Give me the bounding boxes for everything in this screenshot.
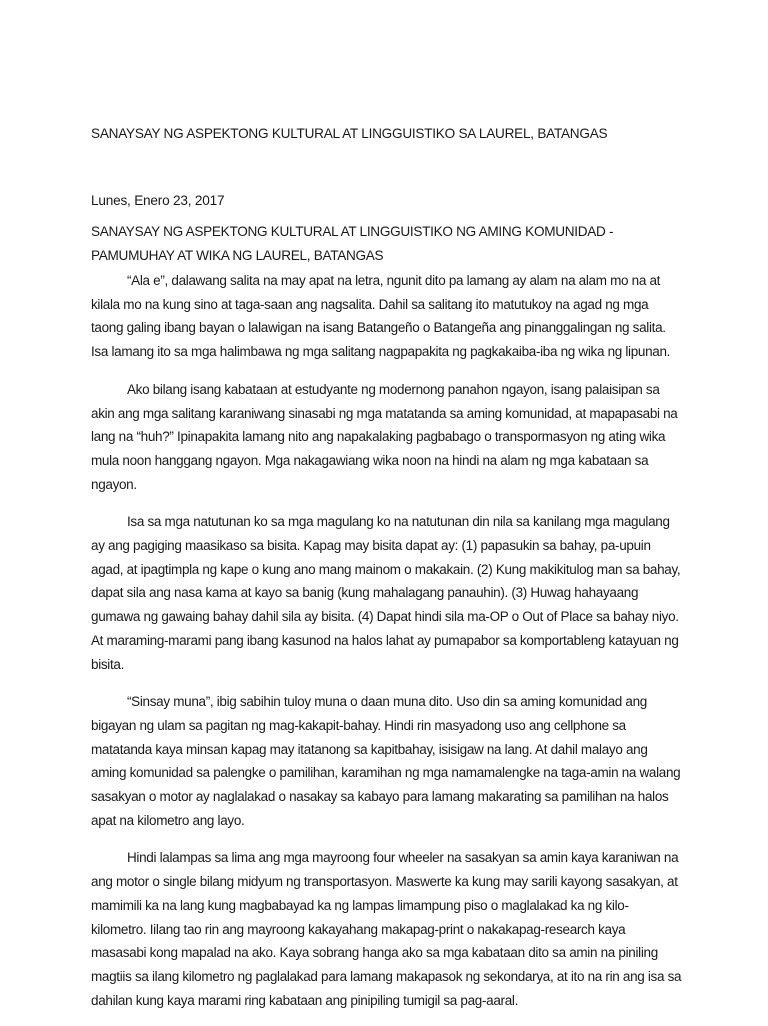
paragraph-3: Isa sa mga natutunan ko sa mga magulang ko na natutunan din nila sa kanilang mga magulang ay ang pagiging maasikaso sa bisita. Kapag may bisita dapat ay: (1) papasukin sa bahay, pa-upuin agad, at ipagtimpla ng kape o kung ano mang mainom o makakain. (2) Kung makikitulog man sa bahay, dapat sila ang nasa kama at kayo sa banig (kung mahalagang panauhin). (3) Huwag hahayaang gumawa ng gawaing bahay dahil sila ay bisita. (4) Dapat hindi sila ma-OP o Out of Place sa bahay niyo. At maraming-marami pang ibang kasunod na halos lahat ay pumapabor sa komportableng katayuan ng bisita. bbox=[91, 514, 681, 672]
paragraph-2: Ako bilang isang kabataan at estudyante ng modernong panahon ngayon, isang palaisipan sa akin ang mga salitang karaniwang sinasabi ng mga matatanda sa aming komunidad, at mapapasabi na lang na “huh?” Ipinapakita lamang nito ang napakalaking pagbabago o transpormasyon ng ating wika mula noon hanggang ngayon. Mga nakagawiang wika noon na hindi na alam ng mga kabataan sa ngayon. bbox=[91, 381, 678, 492]
paragraph-5: Hindi lalampas sa lima ang mga mayroong four wheeler na sasakyan sa amin kaya karaniwan na ang motor o single bilang midyum ng transportasyon. Maswerte ka kung may sarili kayong sasakyan, at mamimili ka na lang kung magbabayad ka ng lampas limampung piso o maglalakad ka ng kilo-kilometro. Iilang tao rin ang mayroong kakayahang makapag-print o nakakapag-research kaya masasabi kong mapalad na ako. Kaya sobrang hanga ako sa mga kabataan dito sa amin na piniling magtiis sa ilang kilometro ng paglalakad para lamang makapasok ng sekondarya, at ito na rin ang isa sa dahilan kung kaya marami ring kabataan ang pinipiling tumigil sa pag-aaral. bbox=[91, 850, 682, 1008]
document-body bbox=[91, 269, 683, 1026]
document-title: SANAYSAY NG ASPEKTONG KULTURAL AT LINGGUISTIKO SA LAUREL, BATANGAS bbox=[91, 126, 608, 141]
paragraph-4: “Sinsay muna”, ibig sabihin tuloy muna o daan muna dito. Uso din sa aming komunidad ang bigayan ng ulam sa pagitan ng mag-kakapit-bahay. Hindi rin masyadong uso ang cellphone sa matatanda kaya minsan kapag may itatanong sa kapitbahay, isisigaw na lang. At dahil malayo ang aming komunidad sa palengke o pamilihan, karamihan ng mga namamalengke na taga-amin na walang sasakyan o motor ay naglalakad o nasakay sa kabayo para lamang makarating sa pamilihan na halos apat na kilometro ang layo. bbox=[91, 694, 681, 828]
document-subtitle: SANAYSAY NG ASPEKTONG KULTURAL AT LINGGUISTIKO NG AMING KOMUNIDAD - PAMUMUHAY AT WIKA NG LAUREL, BATANGAS bbox=[91, 224, 614, 263]
document-date: Lunes, Enero 23, 2017 bbox=[91, 193, 225, 208]
paragraph-1: “Ala e”, dalawang salita na may apat na letra, ngunit dito pa lamang ay alam na alam mo na at kilala mo na kung sino at taga-saan ang nagsalita. Dahil sa salitang ito matutukoy na agad ng mga taong galing ibang bayan o lalawigan na isang Batangeño o Batangeña ang pinanggalingan ng salita. Isa lamang ito sa mga halimbawa ng mga salitang nagpapakita ng pagkakaiba-iba ng wika ng lipunan. bbox=[91, 273, 671, 360]
